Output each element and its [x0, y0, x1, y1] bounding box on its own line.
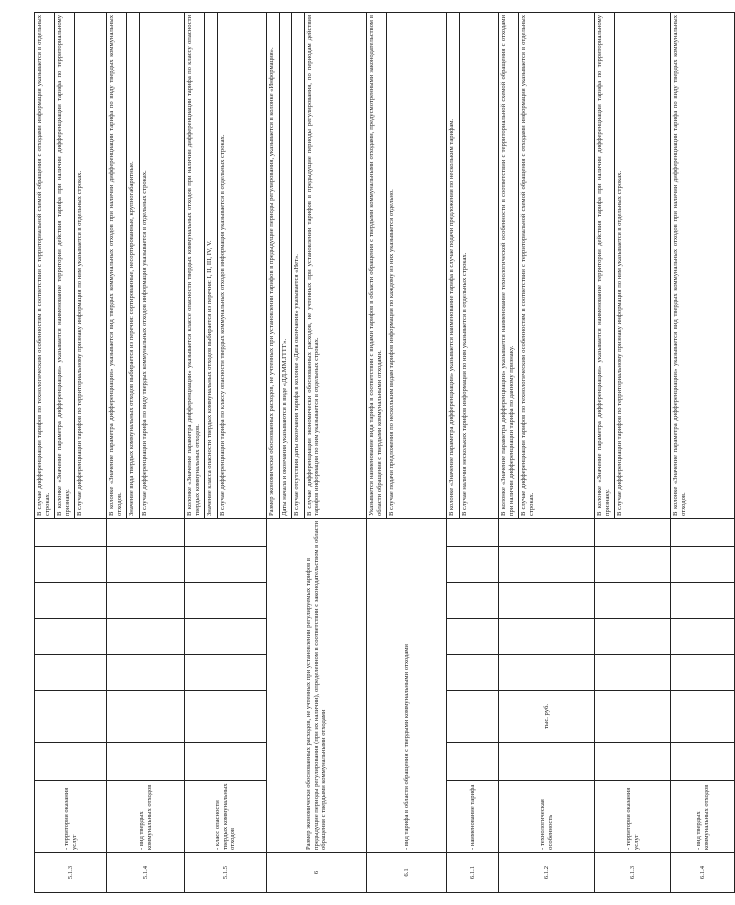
row-description: В колонке «Значение параметра дифференциации» указывается вид твердых коммунальных отходов при наличии дифференциации тарифа по виду твердых коммунальных отходов. — [671, 13, 735, 519]
table-row — [671, 13, 735, 893]
row-description: В колонке «Значение параметра дифференциации» указывается наименование тарифа в случае подачи предложения по нескольким тарифам. В случае наличия нескольких тарифов информация по ним указывается в отдельных строках. — [447, 13, 499, 519]
row-description: В колонке «Значение параметра дифференциации» указывается вид твердых коммунальных отходов при наличии дифференциации тарифа по виду твердых коммунальных отходов. Значение вида твердых коммунальных отходов выбирается из перечня: сортированные, несортированные, крупногабаритные. В случае дифференциации тарифа по виду твердых коммунальных отходов информация указывается в отдельных строках. — [107, 13, 185, 519]
row-name: - класс опасности твердых коммунальных отходов — [185, 781, 267, 853]
table-row — [267, 13, 367, 893]
row-name: Размер экономически обоснованных расходов, не учтенных при установлении регулируемых тарифов в предыдущие периоды регулирования (при их наличии), определенном в соответствии с законодательством в области обращения с твердыми коммунальными отходами — [267, 519, 367, 853]
row-number: 5.1.3 — [35, 853, 107, 893]
row-description: В случае дифференциации тарифов по технологическим особенностям в соответствии с территориальной схемой обращения с отходами информация указывается в отдельных строках. В колонке «Значение параметра дифференциации» указывается наименование территории действия тарифа при наличии дифференциации тарифа по территориальному признаку. В случае дифференциации тарифов по территориальному признаку информация по ним указывается в отдельных строках. — [35, 13, 107, 519]
row-number: 5.1.4 — [107, 853, 185, 893]
row-name: - территория оказания услуг — [595, 781, 671, 853]
table-row — [367, 13, 447, 893]
table-row — [447, 13, 499, 893]
row-number: 6.1.4 — [671, 853, 735, 893]
row-name: - вид тарифа в области обращения с твердыми коммунальными отходами — [367, 519, 447, 853]
row-number: 5.1.5 — [185, 853, 267, 893]
row-number: 6.1 — [367, 853, 447, 893]
unit-label: тыс. руб. — [499, 691, 595, 743]
row-number: 6.1.2 — [499, 853, 595, 893]
row-name: - наименование тарифа — [447, 781, 499, 853]
row-name: - вид твердых коммунальных отходов — [107, 781, 185, 853]
row-description: Указывается наименование вида тарифа в соответствии с видами тарифов в области обращения с твердыми коммунальными отходами, предусмотренными законодательством в области обращения с твердыми коммунальными отходами. В случае подачи предложения по нескольким видам тарифов информация по каждому из них указывается отдельно. — [367, 13, 447, 519]
row-number: 6.1.3 — [595, 853, 671, 893]
row-number: 6.1.1 — [447, 853, 499, 893]
row-description: В колонке «Значение параметра дифференциации» указывается классе опасности твердых коммунальных отходов при наличии дифференциации тарифа по классу опасности твердых коммунальных отходов. Значение класса опасности твердых коммунальных отходов выбирается из перечня: I, II, III, IV, V. В случае дифференциации тарифа по классу опасности твердых коммунальных отходов информация указывается в отдельных строках. — [185, 13, 267, 519]
row-name: - вид твердых коммунальных отходов — [671, 781, 735, 853]
row-name: - территория оказания услуг — [35, 781, 107, 853]
table-row — [595, 13, 671, 893]
row-number: 6 — [267, 853, 367, 893]
tariff-table — [34, 12, 735, 893]
table-row — [35, 13, 107, 893]
table-row — [499, 13, 595, 893]
row-description: В колонке «Значение параметра дифференциации» указывается наименование технологической особенности в соответствии с территориальной схемой обращения с отходами при наличии дифференциации тарифа по данному признаку. В случае дифференциации тарифов по технологическим особенностям в соответствии с территориальной схемой обращения с отходами информация указывается в отдельных строках. — [499, 13, 595, 519]
table-row — [107, 13, 185, 893]
row-description: Размер экономически обоснованных расходов, не учтенных при установлении тарифов в предыдущие периоды регулирования, указывается в колонке «Информация». Даты начала и окончания указываются в виде «ДД.ММ.ГГГГ». В случае отсутствия даты окончания тарифа в колонке «Дата окончания» указывается «Нет». В случае дифференциации экономически обоснованных расходов, не учтенных при установлении тарифов в предыдущие периоды регулирования, по периодам действия тарифов информация по ним указывается в отдельных строках. — [267, 13, 367, 519]
table-row — [185, 13, 267, 893]
row-name: - технологическая особенность — [499, 781, 595, 853]
rotated-table-sheet — [34, 13, 710, 893]
row-description: В колонке «Значение параметра дифференциации» указывается наименование территории действия тарифа при наличии дифференциации тарифа по территориальному признаку. В случае дифференциации тарифов по территориальному признаку информация по ним указывается в отдельных строках. — [595, 13, 671, 519]
